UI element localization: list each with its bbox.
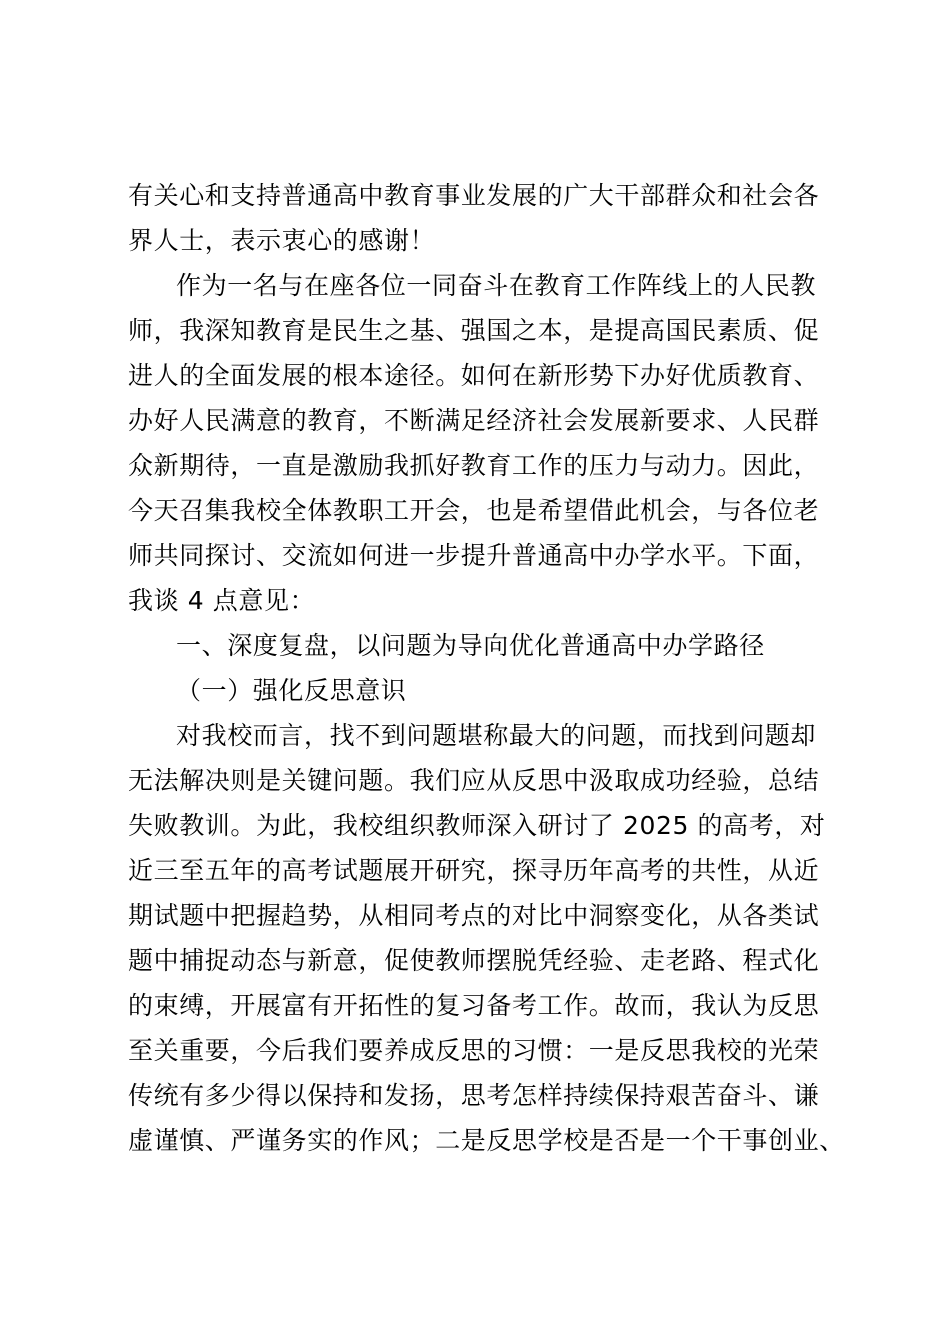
text-line: 办好人民满意的教育，不断满足经济社会发展新要求、人民群: [128, 406, 820, 435]
subsection-heading: （一）强化反思意识: [176, 676, 407, 705]
section-heading: 一、深度复盘，以问题为导向优化普通高中办学路径: [176, 631, 765, 660]
text-line: 近三至五年的高考试题展开研究，探寻历年高考的共性，从近: [128, 856, 820, 885]
paragraph-start-line: 对我校而言，找不到问题堪称最大的问题，而找到问题却: [176, 721, 817, 750]
text-line: 的束缚，开展富有开拓性的复习备考工作。故而，我认为反思: [128, 991, 820, 1020]
text-line: 师，我深知教育是民生之基、强国之本，是提高国民素质、促: [128, 316, 820, 345]
text-line: 无法解决则是关键问题。我们应从反思中汲取成功经验，总结: [128, 766, 820, 795]
text-line: 至关重要，今后我们要养成反思的习惯：一是反思我校的光荣: [128, 1036, 820, 1065]
text-line: 界人士，表示衷心的感谢！: [128, 226, 436, 255]
text-line: 虚谨慎、严谨务实的作风；二是反思学校是否是一个干事创业、: [128, 1126, 845, 1155]
text-line: 传统有多少得以保持和发扬，思考怎样持续保持艰苦奋斗、谦: [128, 1081, 820, 1110]
text-line: 期试题中把握趋势，从相同考点的对比中洞察变化，从各类试: [128, 901, 820, 930]
text-line: 失败教训。为此，我校组织教师深入研讨了 2025 的高考，对: [128, 811, 826, 840]
text-line: 众新期待，一直是激励我抓好教育工作的压力与动力。因此，: [128, 451, 820, 480]
text-line: 有关心和支持普通高中教育事业发展的广大干部群众和社会各: [128, 181, 820, 210]
text-line: 今天召集我校全体教职工开会，也是希望借此机会，与各位老: [128, 496, 820, 525]
text-line: 进人的全面发展的根本途径。如何在新形势下办好优质教育、: [128, 361, 820, 390]
text-line: 我谈 4 点意见：: [128, 586, 316, 615]
paragraph-start-line: 作为一名与在座各位一同奋斗在教育工作阵线上的人民教: [176, 271, 817, 300]
text-line: 题中捕捉动态与新意，促使教师摆脱凭经验、走老路、程式化: [128, 946, 820, 975]
text-line: 师共同探讨、交流如何进一步提升普通高中办学水平。下面，: [128, 541, 820, 570]
